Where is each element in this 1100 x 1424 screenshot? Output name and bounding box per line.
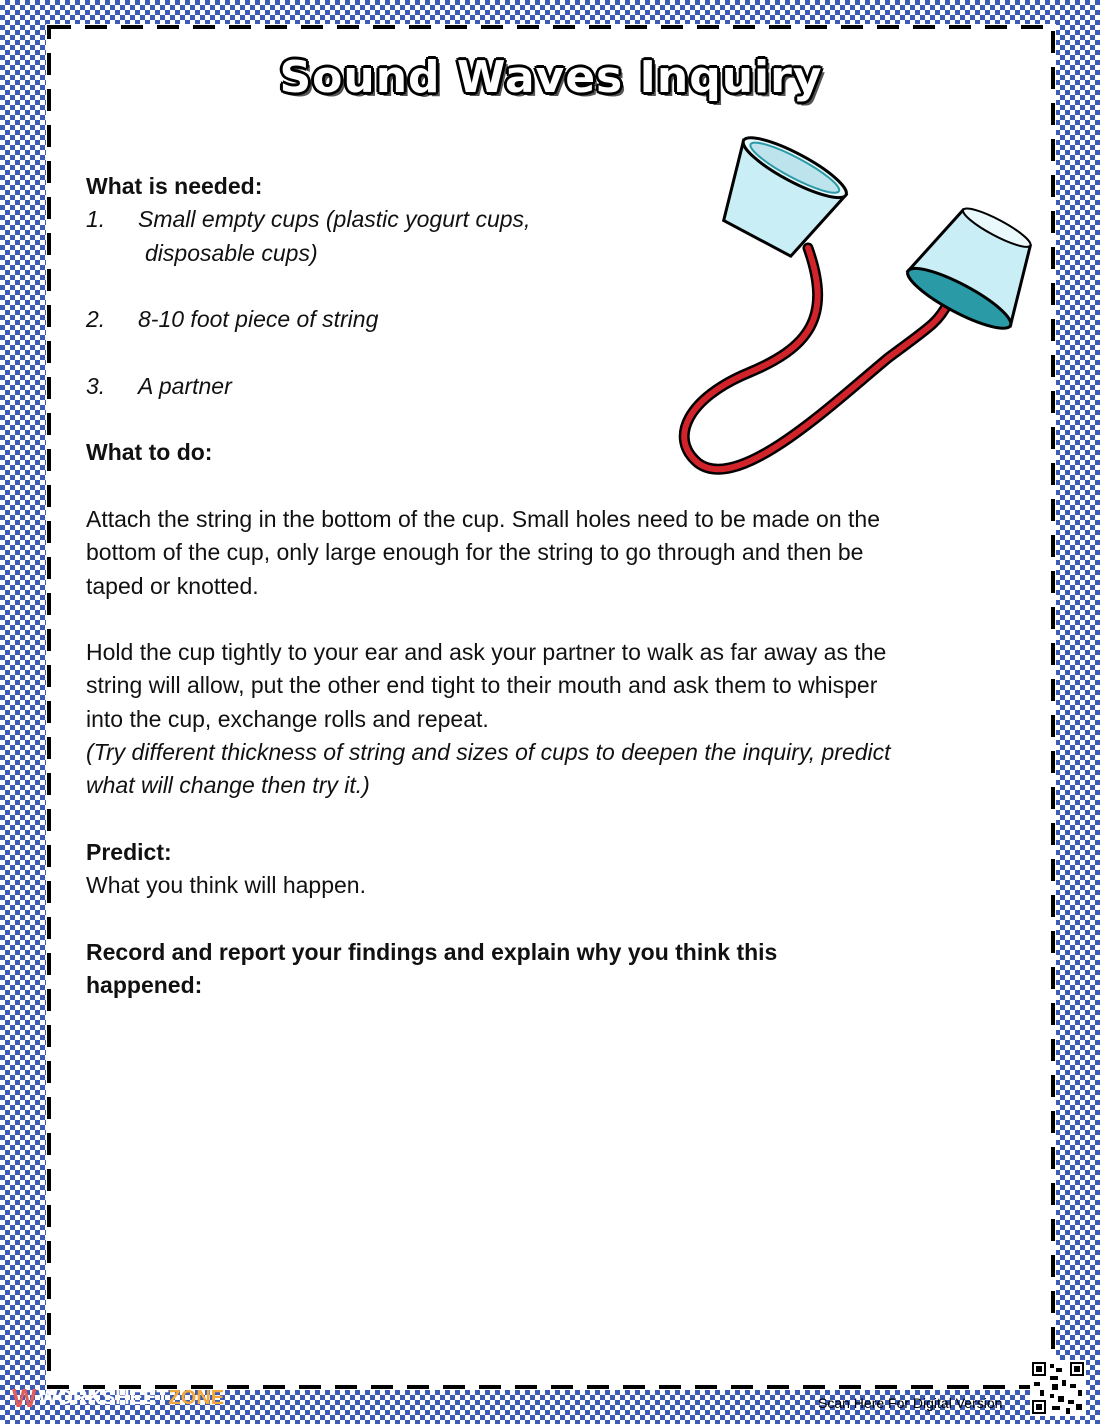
record-heading bbox=[86, 936, 1026, 1003]
needed-heading: What is needed: bbox=[86, 173, 263, 199]
list-number: 3. bbox=[86, 372, 106, 399]
todo-heading: What to do: bbox=[86, 439, 213, 466]
list-text: Small empty cups (plastic yogurt cups, bbox=[138, 206, 531, 233]
qr-code-icon[interactable] bbox=[1030, 1360, 1086, 1416]
logo-word-zone: ZONE bbox=[168, 1387, 225, 1409]
list-text: 8-10 foot piece of string bbox=[138, 306, 379, 333]
list-text-continued: disposable cups) bbox=[145, 239, 318, 266]
scan-caption: Scan Here For Digital Version bbox=[818, 1395, 1003, 1411]
page-title: Sound Waves Inquiry bbox=[279, 52, 823, 103]
list-number: 1. bbox=[86, 206, 106, 233]
paragraph-line: into the cup, exchange rolls and repeat. bbox=[86, 705, 489, 732]
list-item bbox=[86, 203, 1026, 236]
paragraph-line: Attach the string in the bottom of the cup. Small holes need to be made on the bbox=[86, 505, 880, 532]
record-line: Record and report your findings and explain why you think this bbox=[86, 938, 778, 965]
paragraph-line: Hold the cup tightly to your ear and ask your partner to walk as far away as the bbox=[86, 639, 887, 666]
list-text: A partner bbox=[138, 372, 232, 399]
instruction-paragraph bbox=[86, 636, 1026, 802]
paragraph-line-italic: (Try different thickness of string and sizes of cups to deepen the inquiry, predict bbox=[86, 739, 891, 766]
predict-text: What you think will happen. bbox=[86, 872, 366, 899]
instruction-paragraph bbox=[86, 503, 1026, 603]
logo-mark: W bbox=[12, 1383, 37, 1413]
list-item bbox=[86, 370, 1026, 403]
list-item bbox=[86, 303, 1026, 336]
list-number: 2. bbox=[86, 306, 106, 333]
paragraph-line-italic: what will change then try it.) bbox=[86, 772, 370, 799]
paragraph-line: string will allow, put the other end tight to their mouth and ask them to whisper bbox=[86, 672, 878, 699]
predict-heading: Predict: bbox=[86, 838, 172, 865]
paragraph-line: bottom of the cup, only large enough for the string to go through and then be bbox=[86, 539, 864, 566]
worksheetzone-logo[interactable] bbox=[12, 1383, 224, 1414]
logo-word-worksheet: WORKSHEET bbox=[38, 1387, 169, 1409]
record-line: happened: bbox=[86, 972, 203, 999]
worksheet-content bbox=[86, 170, 1026, 1002]
worksheet-page bbox=[46, 24, 1056, 1390]
paragraph-line: taped or knotted. bbox=[86, 572, 259, 599]
